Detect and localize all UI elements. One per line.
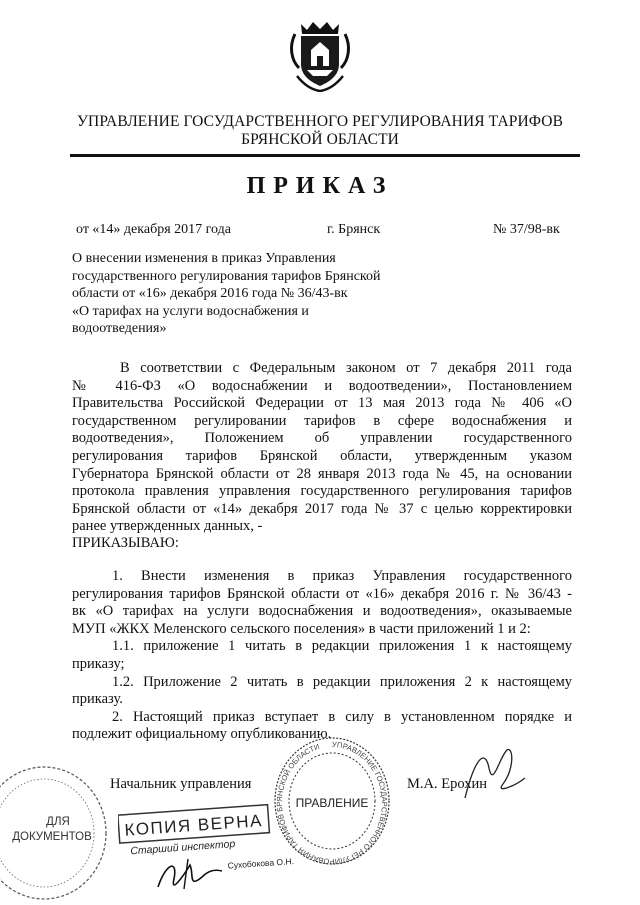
header-divider <box>70 154 580 157</box>
signatory-name: М.А. Ерохин <box>407 776 488 792</box>
order-items <box>72 568 572 744</box>
stamp-left-line1: ДЛЯ <box>46 816 70 828</box>
document-title: ПРИКАЗ <box>246 173 394 199</box>
preamble-line: В соответствии с Федеральным законом от 7 декабря 2011 года <box>120 360 572 376</box>
item-line: МУП «ЖКХ Меленского сельского поселения» в части приложений 1 и 2: <box>72 620 531 637</box>
copy-certified-stamp <box>118 803 296 903</box>
stamp-left-line2: ДОКУМЕНТОВ <box>12 831 92 843</box>
document-stamp-left <box>0 763 112 903</box>
preamble-line: Брянской области от «14» декабря 2017 года № 37 с целью корректировки <box>72 500 572 517</box>
seal-ring-text: УПРАВЛЕНИЕ ГОСУДАРСТВЕННОГО РЕГУЛИРОВАНИЯ ТАРИФОВ БРЯНСКОЙ ОБЛАСТИ <box>274 739 389 867</box>
item-line: регулирования тарифов Брянской области от «16» декабря 2016 г. № 36/43 - <box>72 585 572 602</box>
preamble-line: водоотведения», Положением об управлении государственного <box>72 430 572 447</box>
preamble-line: ранее утвержденных данных, - <box>72 518 263 535</box>
item-line: подлежит официальному опубликованию. <box>72 726 332 743</box>
subject-line: области от «16» декабря 2016 года № 36/43-вк <box>72 286 348 302</box>
subject-line: государственного регулирования тарифов Брянской <box>72 268 381 284</box>
coat-of-arms-icon <box>289 20 351 92</box>
order-date: от «14» декабря 2017 года <box>76 222 231 237</box>
director-signature <box>455 738 535 818</box>
preamble-line: Правительства Российской Федерации от 13 мая 2013 года № 406 «О <box>72 395 572 412</box>
item-line: вк «О тарифах на услуги водоснабжения и водоотведения», оказываемые <box>72 603 572 620</box>
organization-name-line2: БРЯНСКОЙ ОБЛАСТИ <box>241 131 399 148</box>
order-word: ПРИКАЗЫВАЮ: <box>72 535 179 551</box>
organization-name-line1: УПРАВЛЕНИЕ ГОСУДАРСТВЕННОГО РЕГУЛИРОВАНИЯ ТАРИФОВ <box>76 113 564 130</box>
copy-stamp-title: КОПИЯ ВЕРНА <box>123 811 264 840</box>
preamble-paragraph <box>72 360 572 536</box>
order-subject <box>72 250 402 338</box>
item-line: 1.2. Приложение 2 читать в редакции приложения 2 к настоящему <box>112 673 572 690</box>
preamble-line: Губернатора Брянской области от 28 января 2013 года № 45, на основании <box>72 465 572 482</box>
item-line: 1. Внести изменения в приказ Управления государственного <box>112 568 572 584</box>
preamble-line: регулирования тарифов Брянской области, утвержденным указом <box>72 447 572 464</box>
item-line: 2. Настоящий приказ вступает в силу в установленном порядке и <box>112 708 572 725</box>
subject-line: «О тарифах на услуги водоснабжения и <box>72 303 309 319</box>
item-line: 1.1. приложение 1 читать в редакции приложения 1 к настоящему <box>112 638 572 655</box>
signatory-role: Начальник управления <box>110 776 252 792</box>
preamble-line: протокола правления управления государственного регулирования тарифов <box>72 483 572 500</box>
copy-stamp-name: Сухобокова О.Н. <box>227 855 295 871</box>
order-city: г. Брянск <box>327 222 381 237</box>
seal-center-text: ПРАВЛЕНИЕ <box>295 796 369 810</box>
subject-line: О внесении изменения в приказ Управления <box>72 251 336 266</box>
copy-stamp-role: Старший инспектор <box>129 838 236 858</box>
order-number: № 37/98-вк <box>493 222 560 237</box>
item-line: приказу. <box>72 691 123 708</box>
subject-line: водоотведения» <box>72 321 167 337</box>
preamble-line: № 416-ФЗ «О водоснабжении и водоотведении», Постановлением <box>72 377 572 394</box>
item-line: приказу; <box>72 655 125 672</box>
preamble-line: государственном регулировании тарифов в сфере водоснабжения и <box>72 412 572 429</box>
